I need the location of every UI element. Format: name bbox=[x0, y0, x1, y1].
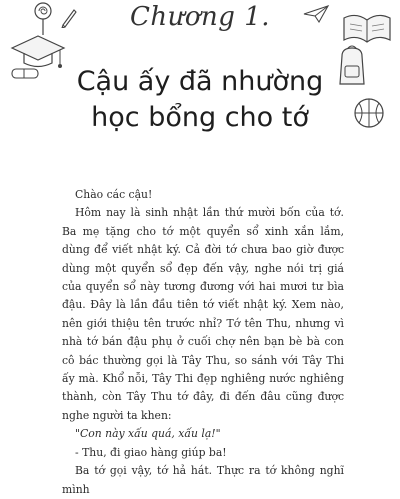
body-text bbox=[62, 186, 344, 499]
diploma-scroll-icon bbox=[10, 64, 42, 82]
paragraph-greeting: Chào các cậu! bbox=[75, 188, 153, 201]
paragraph-intro: Hôm nay là sinh nhật lần thứ mười bốn của tớ. Ba mẹ tặng cho tớ một quyển sổ xinh xắn lắm, dùng để viết nhật ký. Cả đời tớ chưa bao giờ được dùng một quyển sổ đẹp đến vậy, nghe nói trị giá của quyển sổ này tương đương với hai mươi tư bìa đậu. Đây là lần đầu tiên tớ viết nhật ký. Xem nào, nên giới thiệu tên trước nhỉ? Tớ tên Thu, nhưng vì nhà tớ bán đậu phụ ở cuối chợ nên bạn bè bà con cô bác thường gọi là Tây Thu, so sánh với Tây Thi ấy mà. Khổ nỗi, Tây Thi đẹp nghiêng nước nghiêng thành, còn Tây Thu tớ đây, đi đến đâu cũng được nghe người ta khen: bbox=[62, 206, 344, 422]
paragraph-dialogue: - Thu, đi giao hàng giúp ba! bbox=[75, 445, 227, 459]
chapter-title-line-2: học bổng cho tớ bbox=[91, 102, 309, 133]
paragraph-continuation: Ba tớ gọi vậy, tớ hả hát. Thực ra tớ không nghĩ mình bbox=[62, 464, 344, 496]
chapter-title bbox=[40, 64, 360, 136]
chapter-title-line-1: Cậu ấy đã nhường bbox=[76, 66, 324, 97]
paragraph-quote: "Con này xấu quá, xấu lạ!" bbox=[75, 427, 221, 441]
chapter-label: Chương 1. bbox=[130, 2, 270, 32]
